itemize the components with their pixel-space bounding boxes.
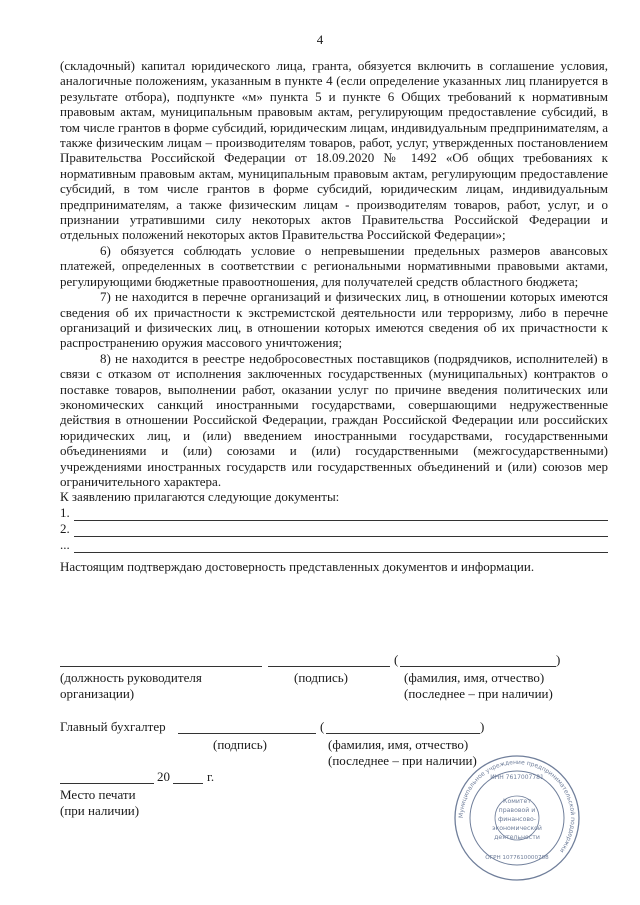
name-open-paren: ( (394, 652, 399, 667)
accountant-signature-blank (178, 733, 316, 734)
accountant-patronymic-note: (последнее – при наличии) (328, 753, 477, 768)
position-label: (должность руководителя (60, 670, 202, 685)
attachment-line-more (60, 537, 608, 553)
attachment-number: 2. (60, 521, 70, 537)
stamp-line: финансово- (497, 816, 537, 823)
attachment-line-2 (60, 521, 608, 537)
seal-place-note: (при наличии) (60, 803, 140, 818)
accountant-name-blank (326, 733, 480, 734)
stamp-inn: ИНН 7617007781 (490, 774, 544, 781)
stamp-line: деятельности (494, 834, 540, 841)
accountant-open-paren: ( (320, 719, 325, 734)
signature-label: (подпись) (294, 670, 348, 685)
date-century: 20 (157, 769, 170, 784)
paragraph-item-8: 8) не находится в реестре недобросовестных поставщиков (подрядчиков, исполнителей) в связи с отказом от исполнения заключенных государственных (муниципальных) контрактов о поставке товаров, выполнении работ, оказании услуг по причине введения политических или экономических санкций иностранными государствами, совершающими недружественные действия в отношении Российской Федерации, граждан Российской Федерации или российских юридических лиц, и (или) введением иностранными государствами, государственными объединениями и (или) союзами и (или) государственными (межгосударственными) учреждениями иностранных государств или государственных объединений и (или) союзов мер ограничительного характера. (60, 350, 608, 489)
confirmation-text: Настоящим подтверждаю достоверность представленных документов и информации. (60, 558, 535, 574)
accountant-name-label: (фамилия, имя, отчество) (328, 737, 469, 752)
position-blank (60, 666, 262, 667)
attachments-intro: К заявлению прилагаются следующие документы: (60, 489, 340, 505)
attachment-blank (74, 540, 608, 553)
document-body (60, 58, 608, 574)
attachment-blank (74, 508, 608, 521)
paragraph-continuation: (складочный) капитал юридического лица, гранта, обязуется включить в соглашение условия, аналогичные положениям, указанным в пункте 4 (если определение указанных лиц планируется в результате отбора), подпункте «м» пункта 5 и пункте 6 Общих требований к нормативным правовым актам, муниципальным правовым актам, регулирующим предоставление субсидий, в том числе грантов в форме субсидий, юридическим лицам, индивидуальным предпринимателям, а также физическим лицам – производителям товаров, работ, услуг, утвержденных постановлением Правительства Российской Федерации от 18.09.2020 № 1492 «Об общих требованиях к нормативным правовым актам, муниципальным правовым актам, регулирующим предоставление субсидий, в том числе грантов в форме субсидий, юридическим лицам, индивидуальным предпринимателям, а также физическим лицам - производителям товаров, работ, услуг, и о признании утратившими силу некоторых актов Правительства Российской Федерации и отдельных положений некоторых актов Правительства Российской Федерации»; (60, 58, 608, 243)
date-year-blank (173, 783, 203, 784)
chief-accountant-title: Главный бухгалтер (60, 719, 166, 734)
paragraph-item-7: 7) не находится в перечне организаций и физических лиц, в отношении которых имеются сведения об их причастности к экстремистской деятельности или терроризму, либо в перечне организаций и физических лиц, в отношении которых имеются сведения об их причастности к распространению оружия массового уничтожения; (60, 289, 608, 351)
stamp-line: экономической (492, 825, 542, 832)
official-stamp (452, 753, 582, 883)
stamp-ring-text: Муниципальное учреждение предпринимательской поддержки (457, 758, 577, 855)
stamp-line: Комитет (503, 798, 531, 805)
paragraph-item-6: 6) обязуется соблюдать условие о непревышении предельных размеров авансовых платежей, определенных в соответствии с региональными нормативными правовыми актами, регулирующими бюджетные правоотношения, для получателей средств областного бюджета; (60, 242, 608, 289)
date-year-suffix: г. (207, 769, 215, 784)
patronymic-note: (последнее – при наличии) (404, 686, 553, 701)
accountant-signature-label: (подпись) (213, 737, 267, 752)
stamp-line: правовой и (498, 807, 536, 814)
attachment-number: ... (60, 537, 70, 553)
name-label: (фамилия, имя, отчество) (404, 670, 545, 685)
seal-place-label: Место печати (60, 787, 136, 802)
position-label-cont: организации) (60, 686, 135, 701)
page-number: 4 (316, 32, 324, 47)
date-day-blank (60, 783, 154, 784)
accountant-close-paren: ) (480, 719, 485, 734)
stamp-ogrn: ОГРН 1077610000708 (485, 855, 549, 861)
name-blank (400, 666, 556, 667)
name-close-paren: ) (556, 652, 561, 667)
attachment-blank (74, 524, 608, 537)
attachment-line-1 (60, 505, 608, 521)
attachment-number: 1. (60, 505, 70, 521)
signature-blank (268, 666, 390, 667)
